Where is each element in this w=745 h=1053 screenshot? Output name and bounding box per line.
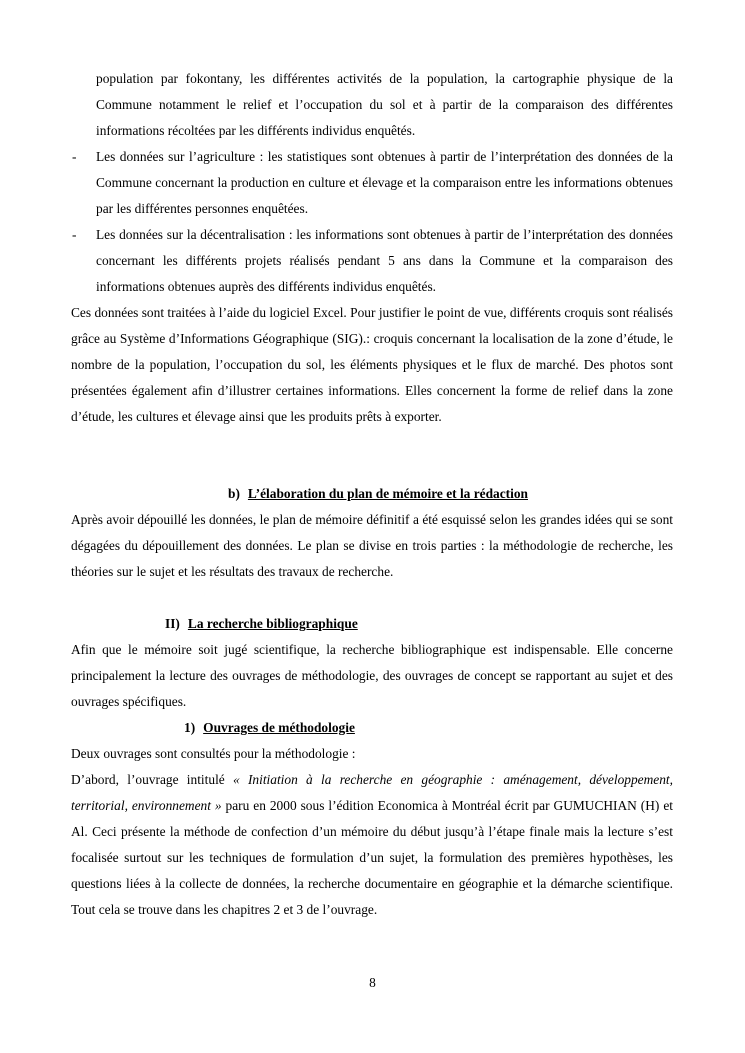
text-after-title: paru en 2000 sous l’édition Economica à Montréal écrit par GUMUCHIAN (H) et Al. Ceci présente la méthode de confection d’un mémoire du début jusqu’à l’étape finale mais la lecture s’est focalisée surtout sur les techniques de formulation d’un sujet, la formulation des premières hypothèses, les questions liées à la collecte de données, la recherche documentaire en géographie et la démarche scientifique. Tout cela se trouve dans les chapitres 2 et 3 de l’ouvrage. (71, 798, 673, 917)
section-heading-II (165, 611, 358, 637)
paragraph-plan: Après avoir dépouillé les données, le plan de mémoire définitif a été esquissé selon les grandes idées qui se sont dégagées du dépouillement des données. Le plan se divise en trois parties : la méthodologie de recherche, les théories sur le sujet et les résultats des travaux de recherche. (71, 512, 673, 579)
bullet-text: Les données sur l’agriculture : les statistiques sont obtenues à partir de l’interprétation des données de la Commune concernant la production en culture et élevage et la comparaison entre les informations obtenues par les différentes personnes enquêtées. (96, 149, 673, 216)
bullet-dash: - (72, 227, 77, 242)
heading-number: b) (228, 486, 240, 501)
continuation-paragraph: population par fokontany, les différentes activités de la population, la cartographie physique de la Commune notamment le relief et l’occupation du sol et à partir de la comparaison des différentes informations récoltées par les différents individus enquêtés. (96, 71, 673, 138)
bullet-dash: - (72, 149, 77, 164)
book-title: « Initiation à la recherche en géographie : aménagement, développement, territorial, environnement » (71, 772, 673, 813)
page-number: 8 (369, 975, 376, 990)
paragraph-excel: Ces données sont traitées à l’aide du logiciel Excel. Pour justifier le point de vue, différents croquis sont réalisés grâce au Système d’Informations Géographique (SIG).: croquis concernant la localisation de la zone d’étude, le nombre de la population, l’occupation du sol, les éléments physiques et le flux de marché. Des photos sont présentées également afin d’illustrer certaines informations. Elles concernent la forme de relief dans la zone d’étude, les cultures et élevage ainsi que les produits prêts à exporter. (71, 305, 673, 424)
heading-number: 1) (184, 720, 196, 735)
section-heading-b (228, 481, 528, 507)
bullet-item-decentralisation (72, 222, 673, 300)
section-heading-1 (184, 715, 355, 741)
heading-title: La recherche bibliographique (187, 616, 358, 631)
paragraph-deux-ouvrages: Deux ouvrages sont consultés pour la méthodologie : (71, 746, 356, 761)
bullet-text: Les données sur la décentralisation : les informations sont obtenues à partir de l’interprétation des données concernant les différents projets réalisés pendant 5 ans dans la Commune et la comparaison des informations obtenues auprès des différents individus enquêtés. (96, 227, 673, 294)
heading-number: II) (165, 616, 180, 631)
heading-title: Ouvrages de méthodologie (203, 720, 355, 735)
bullet-item-agriculture (72, 144, 673, 222)
heading-title: L’élaboration du plan de mémoire et la rédaction (247, 486, 528, 501)
paragraph-dabord (71, 767, 673, 923)
paragraph-biblio: Afin que le mémoire soit jugé scientifique, la recherche bibliographique est indispensable. Elle concerne principalement la lecture des ouvrages de méthodologie, des ouvrages de concept se rapportant au sujet et des ouvrages spécifiques. (71, 642, 673, 709)
text-before-title: D’abord, l’ouvrage intitulé (71, 772, 233, 787)
